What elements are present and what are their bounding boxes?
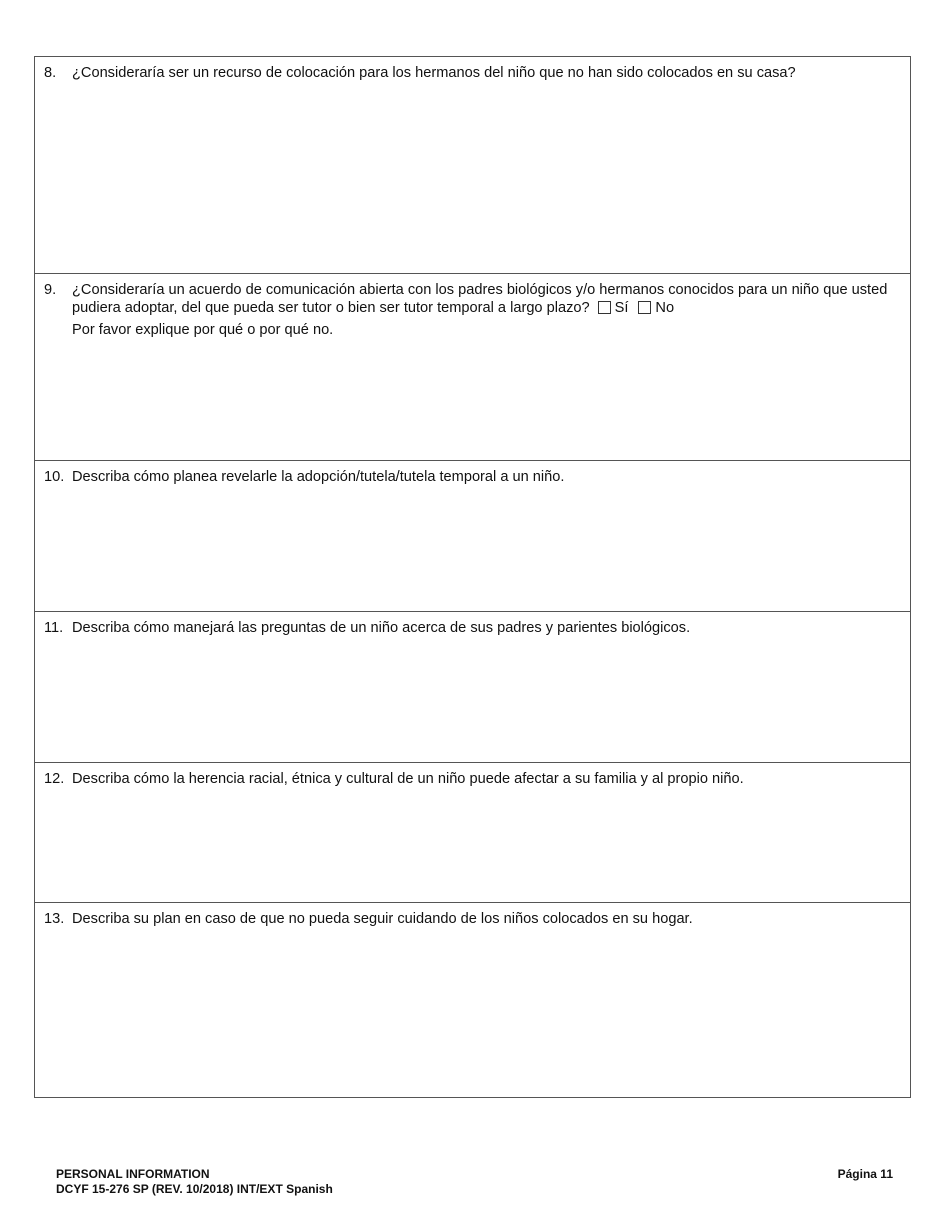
question-10-row[interactable]: [35, 461, 910, 612]
question-8-number: 8.: [44, 65, 57, 81]
footer-confidentiality: PERSONAL INFORMATION: [56, 1167, 210, 1181]
question-9-number: 9.: [44, 282, 57, 298]
question-13-text: Describa su plan en caso de que no pueda seguir cuidando de los niños colocados en su hogar.: [72, 911, 693, 927]
question-13-number: 13.: [44, 911, 65, 927]
question-13-row[interactable]: [35, 903, 910, 1097]
question-8-text: ¿Consideraría ser un recurso de colocación para los hermanos del niño que no han sido colocados en su casa?: [72, 65, 796, 81]
question-9-row[interactable]: [35, 274, 910, 461]
no-label: No: [655, 300, 675, 316]
form-footer: [56, 1167, 333, 1197]
no-checkbox[interactable]: [638, 301, 651, 314]
question-12-number: 12.: [44, 771, 65, 787]
question-12-text: Describa cómo la herencia racial, étnica y cultural de un niño puede afectar a su familia y al propio niño.: [72, 771, 744, 787]
yes-label: Sí: [614, 300, 629, 316]
yes-checkbox[interactable]: [598, 301, 611, 314]
question-11-number: 11.: [44, 620, 64, 636]
page-number: Página 11: [837, 1167, 893, 1181]
footer-form-id: DCYF 15-276 SP (REV. 10/2018) INT/EXT Spanish: [56, 1182, 333, 1196]
question-8-row[interactable]: [35, 57, 910, 274]
question-12-row[interactable]: [35, 763, 910, 903]
question-11-row[interactable]: [35, 612, 910, 763]
question-11-text: Describa cómo manejará las preguntas de un niño acerca de sus padres y parientes biológicos.: [72, 620, 691, 636]
question-10-number: 10.: [44, 469, 65, 485]
question-9-subtext: Por favor explique por qué o por qué no.: [72, 322, 334, 338]
question-10-text: Describa cómo planea revelarle la adopción/tutela/tutela temporal a un niño.: [72, 469, 565, 485]
question-9-text: ¿Consideraría un acuerdo de comunicación abierta con los padres biológicos y/o hermanos conocidos para un niño que usted pudiera adoptar, del que pueda ser tutor o bien ser tutor temporal a largo plazo?: [72, 282, 888, 316]
questionnaire-table: [34, 56, 911, 1098]
